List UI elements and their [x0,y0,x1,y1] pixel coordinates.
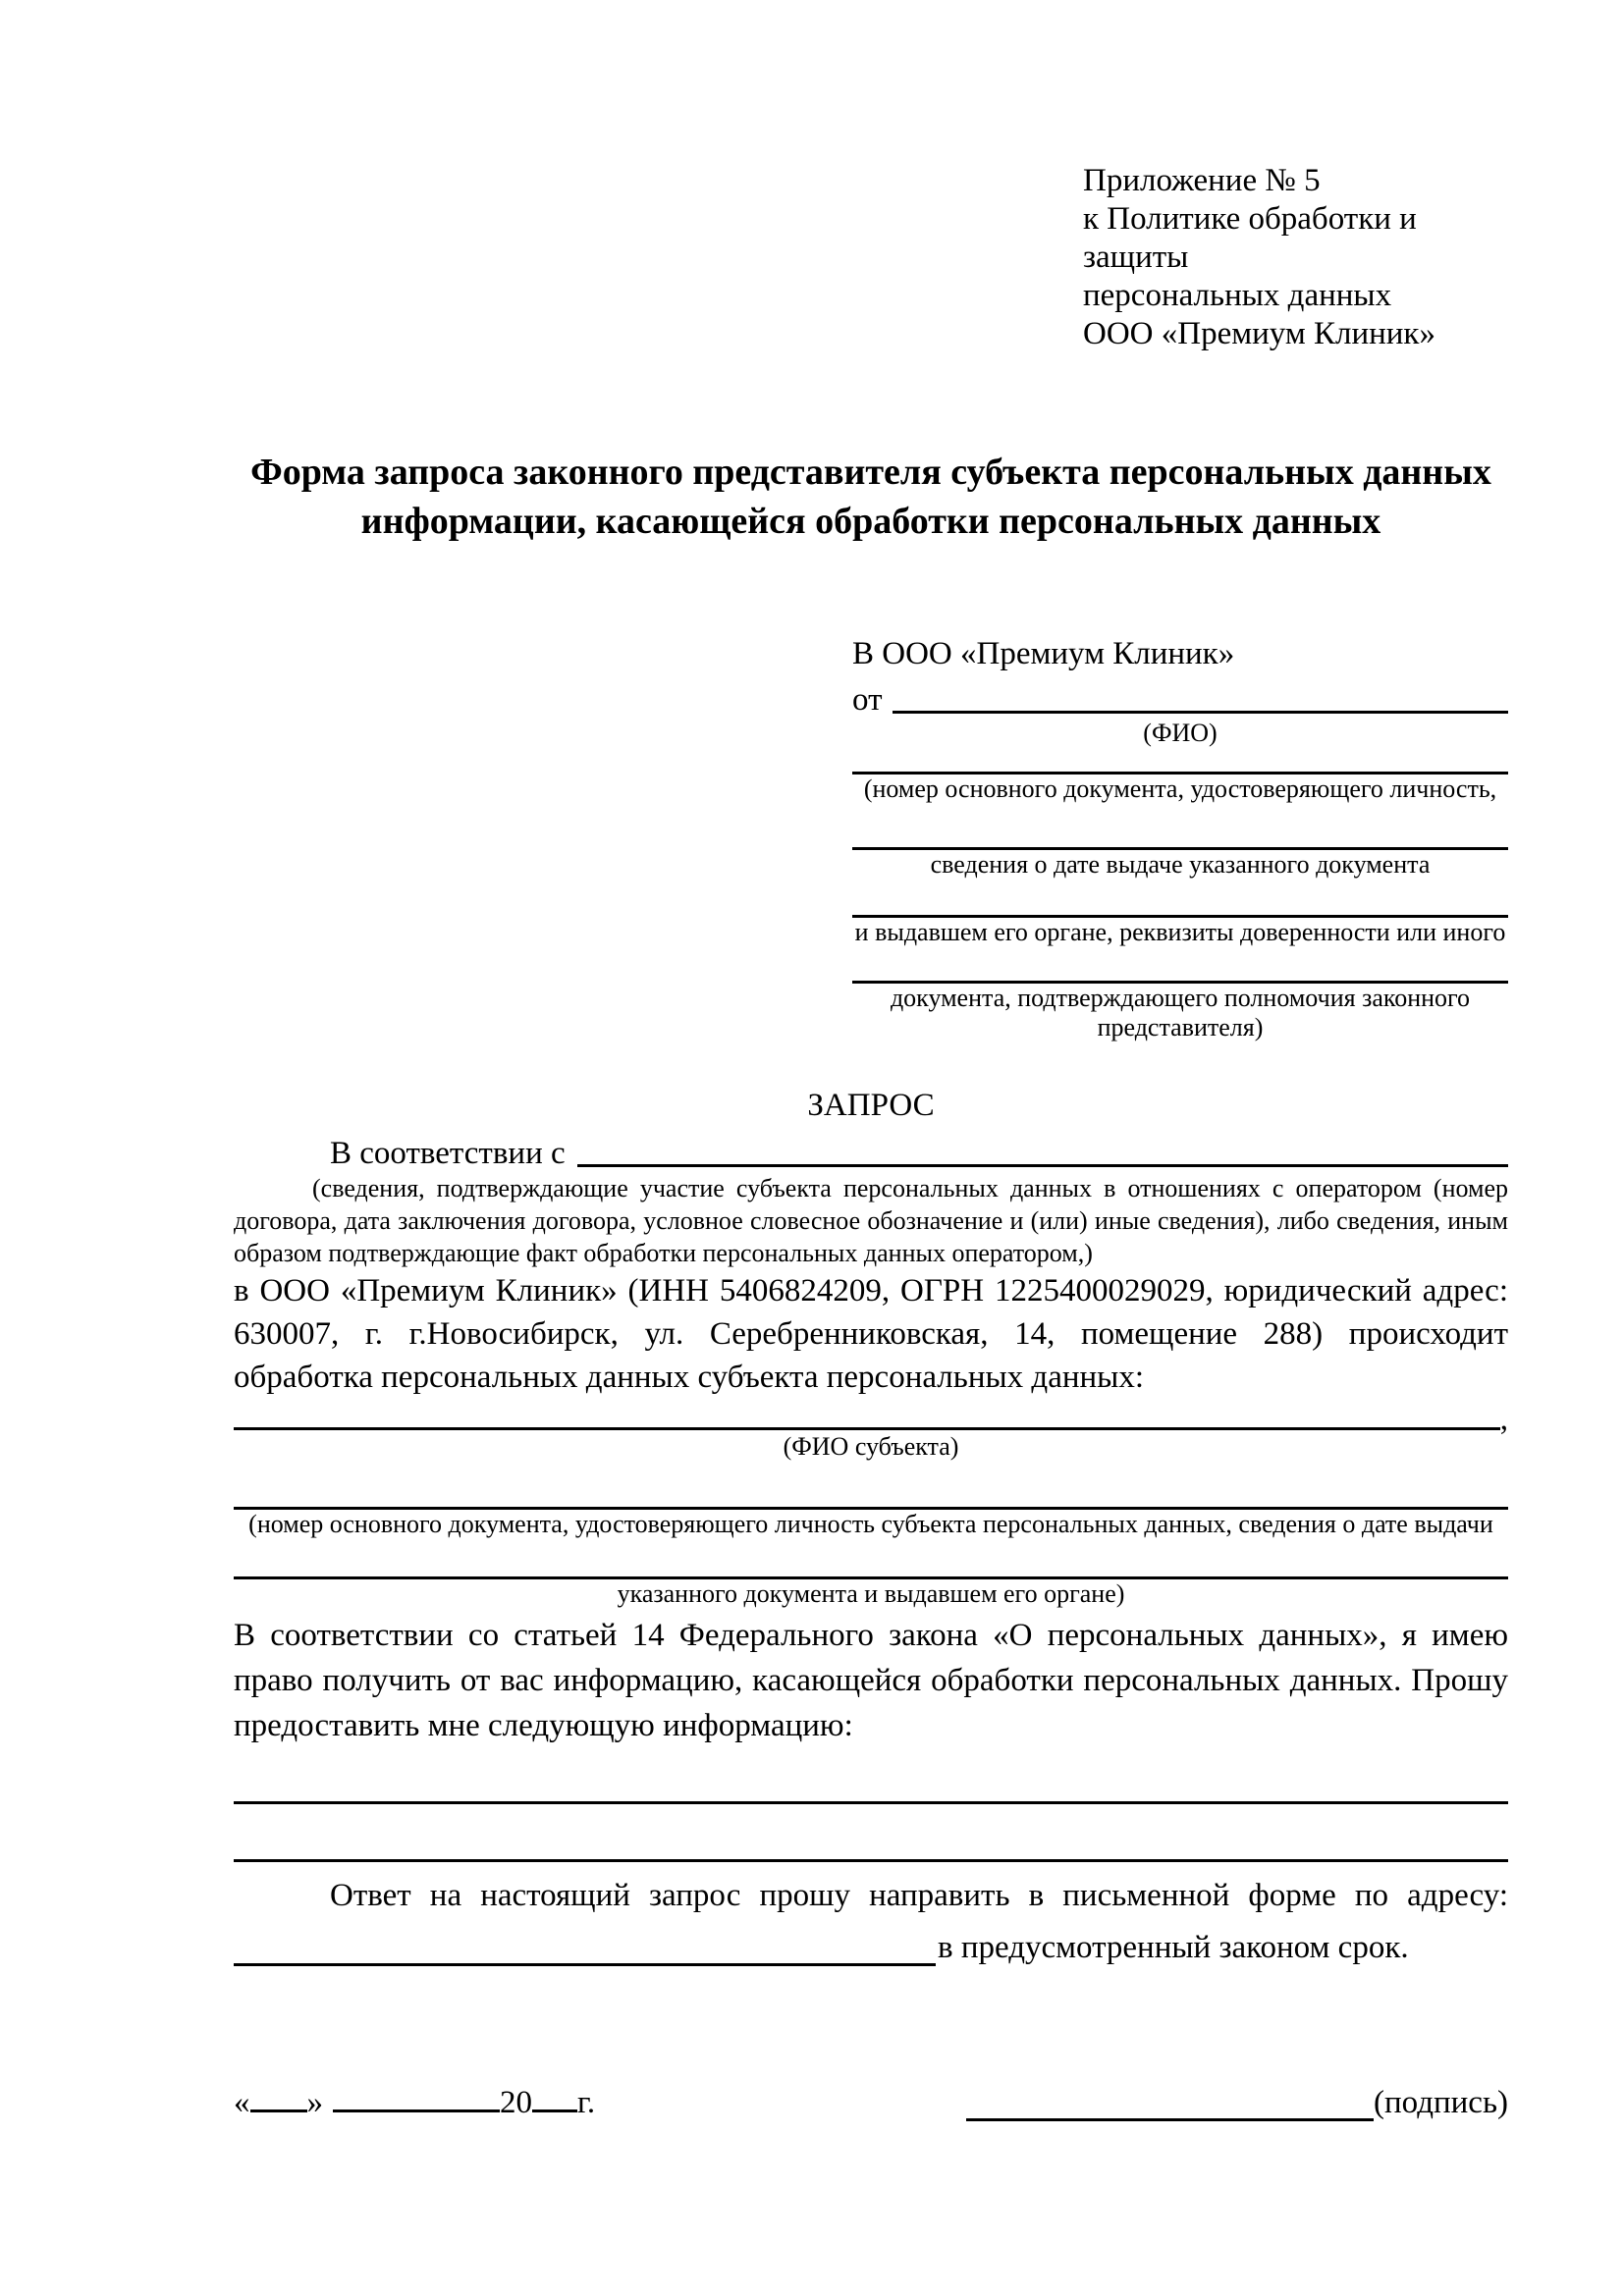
signature-blank-line [966,2089,1374,2121]
from-label: от [852,682,883,718]
page-title: Форма запроса законного представителя субъекта персональных данных информации, касающейся обработки персональных данных [250,452,1491,542]
from-row [852,677,1508,719]
reply-address-row [234,1919,1508,1966]
intro-blank-line [577,1137,1508,1167]
reply-suffix: в предусмотренный законом срок. [938,1930,1409,1965]
doc-blank-line [852,750,1508,774]
intro-prefix: В соответствии с [330,1136,566,1171]
year-suffix: г. [577,2085,596,2120]
annex-line: ООО «Премиум Клиник» [1083,316,1435,351]
doc-caption: и выдавшем его органе, реквизиты доверенности или иного [854,918,1506,946]
reply-paragraph: Ответ на настоящий запрос прошу направить в письменной форме по адресу: [330,1878,1508,1913]
subject-fio-blank-line [234,1408,1500,1430]
subject-doc-caption: указанного документа и выдавшем его органе) [617,1579,1125,1608]
date-quote-close: » [306,2085,323,2120]
subject-fio-row [234,1402,1508,1437]
info-blank-line [234,1762,1508,1804]
fio-blank-line [893,683,1509,714]
address-blank-line [234,1934,936,1966]
doc-caption: (номер основного документа, удостоверяющего личность, [863,774,1497,803]
doc-blank-line [852,893,1508,918]
intro-caption: (сведения, подтверждающие участие субъекта персональных данных в отношениях с оператором (номер договора, дата заключения договора, условное словесное обозначение и (или) иные сведения), либо сведения, иным образом подтверждающие факт обработки персональных данных оператором,) [234,1174,1508,1267]
intro-row [234,1131,1508,1172]
law-paragraph: В соответствии со статьей 14 Федерального закона «О персональных данных», я имею право получить от вас информацию, касающейся обработки персональных данных. Прошу предоставить мне следующую информацию: [234,1618,1508,1743]
subject-doc-blank-line [234,1485,1508,1510]
date-line [234,2082,595,2121]
doc-blank-line [852,959,1508,984]
subject-line-suffix: , [1499,1402,1508,1437]
annex-line: к Политике обработки и защиты [1083,201,1417,275]
annex-block [1083,162,1508,353]
annex-line: Приложение № 5 [1083,163,1321,198]
subject-fio-caption: (ФИО субъекта) [783,1432,959,1461]
year-prefix: 20 [500,2085,532,2120]
operator-paragraph: в ООО «Премиум Клиник» (ИНН 5406824209, ОГРН 1225400029029, юридический адрес: 630007, г. г.Новосибирск, ул. Серебренниковская, 14, помещение 288) происходит обработка персональных данных субъекта персональных данных: [234,1273,1508,1395]
signature-line [966,2085,1508,2121]
info-blank-line [234,1804,1508,1862]
subject-doc-blank-line [234,1555,1508,1579]
doc-caption: документа, подтверждающего полномочия законного представителя) [890,984,1471,1041]
month-blank-line [333,2082,500,2112]
day-blank-line [250,2082,307,2112]
doc-blank-line [852,826,1508,850]
subject-doc-caption: (номер основного документа, удостоверяющего личность субъекта персональных данных, сведения о дате выдачи [248,1510,1493,1538]
annex-line: персональных данных [1083,278,1392,313]
signature-caption: (подпись) [1374,2085,1508,2120]
year-blank-line [532,2082,577,2112]
addressee-block [852,634,1508,1042]
date-quote-open: « [234,2085,250,2120]
request-heading: ЗАПРОС [807,1088,935,1123]
doc-caption: сведения о дате выдаче указанного документа [930,850,1431,879]
footer-row [234,2082,1508,2121]
fio-caption: (ФИО) [1143,719,1218,747]
addressee-organization: В ООО «Премиум Клиник» [852,636,1235,671]
